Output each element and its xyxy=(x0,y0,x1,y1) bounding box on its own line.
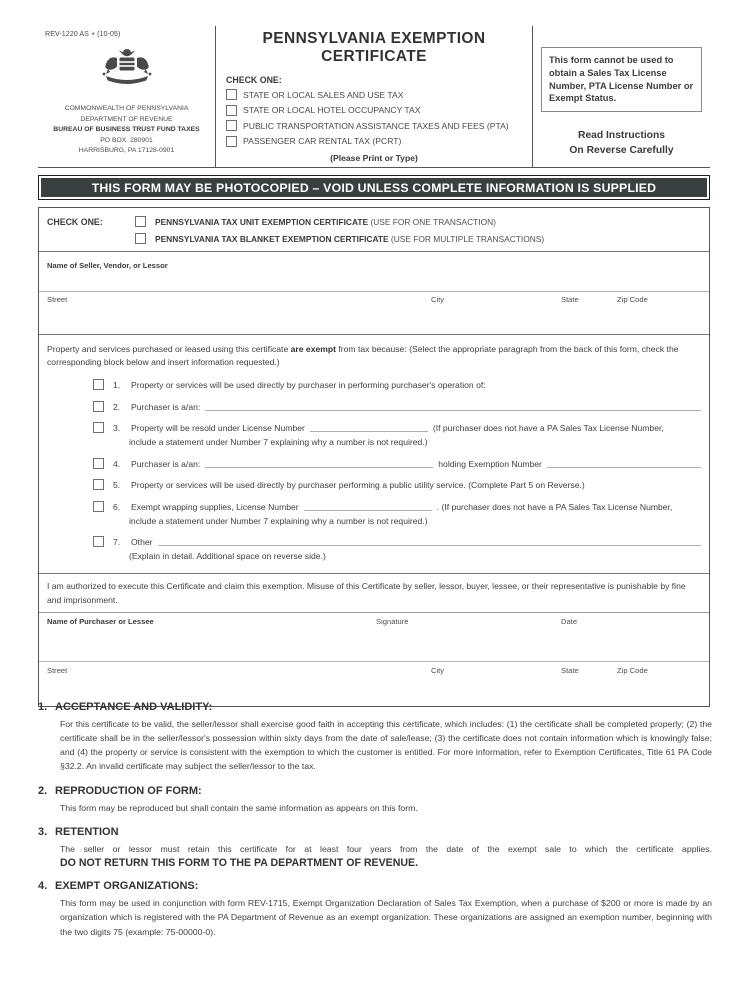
seller-street-label: Street xyxy=(47,295,68,304)
tax-option-row xyxy=(226,136,522,147)
tax-option-label: PASSENGER CAR RENTAL TAX (PCRT) xyxy=(243,136,402,147)
purchaser-city-label: City xyxy=(431,665,445,675)
agency-line: PO BOX 280901 xyxy=(100,136,153,144)
form-header xyxy=(38,26,710,168)
agency-line: DEPARTMENT OF REVENUE xyxy=(80,115,173,123)
blanket-certificate-note: (USE FOR MULTIPLE TRANSACTIONS) xyxy=(390,233,545,244)
seller-city-label: City xyxy=(431,295,445,304)
item-6-text: Exempt wrapping supplies, License Number xyxy=(131,501,299,512)
instruction-reproduction: 2. REPRODUCTION OF FORM: This form may be reproduced but shall contain the same information as appears on this form. xyxy=(38,785,712,815)
date-label: Date xyxy=(561,616,578,626)
purchaser-signature-field[interactable] xyxy=(39,613,709,662)
item-2-purchaser-type-line[interactable] xyxy=(205,400,701,411)
item-4-purchaser-type-line[interactable] xyxy=(205,457,433,468)
instruction-4-heading: EXEMPT ORGANIZATIONS: xyxy=(55,880,199,893)
blanket-certificate-row xyxy=(135,233,544,244)
item-4-text: Purchaser is a/an: xyxy=(131,458,201,469)
authorization-statement: I am authorized to execute this Certificate and claim this exemption. Misuse of this Certificate by seller, lessor, buyer, lessee, or their representative is punishable by fine and imprisonment. xyxy=(39,574,709,613)
instruction-2-heading: REPRODUCTION OF FORM: xyxy=(55,784,202,797)
item-1-checkbox[interactable] xyxy=(93,379,104,390)
item-1-text: Property or services will be used directly by purchaser in performing purchaser's operation of: xyxy=(131,380,486,391)
item-6-note-line2: include a statement under Number 7 explaining why a number is not required.) xyxy=(129,515,428,526)
item-7-other-line[interactable] xyxy=(158,535,702,546)
purchaser-street-label: Street xyxy=(47,665,68,675)
exemption-item-1: 1. Property or services will be used directly by purchaser in performing purchaser's operation of: xyxy=(93,378,701,390)
form-number: REV-1220 AS + (10-05) xyxy=(45,29,121,38)
item-3-note: (If purchaser does not have a PA Sales Tax License Number, xyxy=(432,423,664,434)
tax-option-row xyxy=(226,120,522,131)
item-4-exemption-number-line[interactable] xyxy=(547,457,701,468)
unit-certificate-row xyxy=(135,216,544,227)
item-6-note: . (If purchaser does not have a PA Sales Tax License Number, xyxy=(436,501,673,512)
sales-use-tax-checkbox[interactable] xyxy=(226,89,237,100)
exemption-item-4: 4. Purchaser is a/an: holding Exemption Number xyxy=(93,457,701,469)
seller-zip-label: Zip Code xyxy=(617,295,648,304)
form-title: PENNSYLVANIA EXEMPTION CERTIFICATE xyxy=(262,30,486,66)
exemption-item-5: 5. Property or services will be used directly by purchaser performing a public utility service. (Complete Part 5 on Reverse.) xyxy=(93,478,701,490)
tax-option-label: PUBLIC TRANSPORTATION ASSISTANCE TAXES AND FEES (PTA) xyxy=(243,120,509,131)
seller-section xyxy=(39,252,709,335)
exemption-item-2: 2. Purchaser is a/an: xyxy=(93,400,701,412)
agency-line: COMMONWEALTH OF PENNSYLVANIA xyxy=(64,105,189,112)
pa-coat-of-arms-logo xyxy=(96,48,158,98)
reverse-instructions xyxy=(38,701,712,950)
item-3-text: Property will be resold under License Number xyxy=(131,423,305,434)
blanket-certificate-checkbox[interactable] xyxy=(135,233,146,244)
instruction-exempt-orgs: 4. EXEMPT ORGANIZATIONS: This form may be used in conjunction with form REV-1715, Exempt Organization Declaration of Sales Tax Exemption, when a purchase of $200 or more is made by an organization which is registered with the PA Department of Revenue as an exempt organization. These organizations are assigned an exemption number, beginning with the two digits 75 (example: 75-00000-0). xyxy=(38,880,712,938)
authorization-section xyxy=(39,574,709,706)
read-instructions-note: Read Instructions On Reverse Carefully xyxy=(569,130,674,156)
item-4-checkbox[interactable] xyxy=(93,458,104,469)
item-7-text: Other xyxy=(131,537,153,548)
item-2-text: Purchaser is a/an: xyxy=(131,401,201,412)
item-5-checkbox[interactable] xyxy=(93,479,104,490)
item-6-license-number-line[interactable] xyxy=(304,500,432,511)
exemption-reasons-section xyxy=(39,335,709,574)
purchaser-name-label: Name of Purchaser or Lessee xyxy=(47,616,154,626)
certificate-form-box xyxy=(38,207,710,707)
seller-state-label: State xyxy=(561,295,579,304)
exemption-item-6: 6. Exempt wrapping supplies, License Number . (If purchaser does not have a PA Sales Tax License Number, include a statement under Number 7 explaining why a number is not required.) xyxy=(93,500,701,526)
exemption-intro: Property and services purchased or leased using this certificate are exempt from tax because: (Select the appropriate paragraph from the back of this form, check the corresponding block below and insert information requested.) xyxy=(47,344,679,367)
instruction-acceptance: 1. ACCEPTANCE AND VALIDITY: For this certificate to be valid, the seller/lessor shall exercise good faith in accepting this certificate, which includes: (1) the certificate shall be completed properly; (2) the certificate shall be in the seller/lessor's possession within sixty days from the date of sale/lease; (3) the certificate does not contain information which is knowingly false; and (4) the property or service is consistent with the exemption to which the customer is entitled. For more information, refer to Exemption Certificates, Title 61 PA Code §32.2. An invalid certificate may subject the seller/lessor to the tax. xyxy=(38,701,712,774)
item-4-mid-text: holding Exemption Number xyxy=(438,458,542,469)
certificate-type-section xyxy=(39,208,709,252)
agency-line: BUREAU OF BUSINESS TRUST FUND TAXES xyxy=(53,126,200,134)
item-7-checkbox[interactable] xyxy=(93,536,104,547)
instruction-1-heading: ACCEPTANCE AND VALIDITY: xyxy=(55,701,213,713)
item-6-checkbox[interactable] xyxy=(93,501,104,512)
seller-name-label: Name of Seller, Vendor, or Lessor xyxy=(47,261,168,270)
instruction-2-body: This form may be reproduced but shall contain the same information as appears on this form. xyxy=(60,802,418,813)
tax-option-label: STATE OR LOCAL SALES AND USE TAX xyxy=(243,89,404,100)
signature-label: Signature xyxy=(376,616,409,626)
pta-tax-checkbox[interactable] xyxy=(226,120,237,131)
item-5-text: Property or services will be used directly by purchaser performing a public utility service. (Complete Part 5 on Reverse.) xyxy=(131,480,585,491)
seller-address-field[interactable] xyxy=(39,291,709,334)
certificate-type-check-one-label: CHECK ONE: xyxy=(47,217,103,227)
hotel-occupancy-tax-checkbox[interactable] xyxy=(226,105,237,116)
pcrt-tax-checkbox[interactable] xyxy=(226,136,237,147)
item-3-license-number-line[interactable] xyxy=(310,421,428,432)
certificate-type-options xyxy=(135,216,544,244)
tax-option-label: STATE OR LOCAL HOTEL OCCUPANCY TAX xyxy=(243,105,421,116)
print-or-type-note: (Please Print or Type) xyxy=(330,153,418,163)
item-7-explain-note: (Explain in detail. Additional space on reverse side.) xyxy=(129,551,326,562)
purchaser-address-field[interactable] xyxy=(39,662,709,706)
seller-name-field[interactable] xyxy=(39,252,709,291)
instruction-1-body: For this certificate to be valid, the seller/lessor shall exercise good faith in accepting this certificate, which includes: (1) the certificate shall be completed properly; (2) the certificate shall be in the seller/lessor's possession within sixty days from the date of sale/lease; (3) the certificate does not contain information which is knowingly false; and (4) the property or service is consistent with the exemption to which the customer is entitled. For more information, refer to Exemption Certificates, Title 61 PA Code §32.2. An invalid certificate may subject the seller/lessor to the tax. xyxy=(60,719,712,772)
purchaser-state-label: State xyxy=(561,665,579,675)
agency-line: HARRISBURG, PA 17128-0901 xyxy=(78,147,175,155)
tax-option-row xyxy=(226,105,522,116)
exemption-item-3: 3. Property will be resold under License Number (If purchaser does not have a PA Sales Tax License Number, include a statement under Number 7 explaining why a number is not required.) xyxy=(93,421,701,447)
exemption-item-7: 7. Other (Explain in detail. Additional space on reverse side.) xyxy=(93,535,701,561)
instruction-3-heading: RETENTION xyxy=(55,825,119,838)
instruction-4-body: This form may be used in conjunction with form REV-1715, Exempt Organization Declaration of Sales Tax Exemption, when a purchase of $200 or more is made by an organization which is registered with the PA Department of Revenue as an exempt organization. These organizations are assigned an exemption number, beginning with the two digits 75 (example: 75-00000-0). xyxy=(60,898,712,937)
header-title-column xyxy=(215,26,533,167)
item-2-checkbox[interactable] xyxy=(93,401,104,412)
item-3-checkbox[interactable] xyxy=(93,422,104,433)
cannot-be-used-notice: This form cannot be used to obtain a Sales Tax License Number, PTA License Number or Exempt Status. xyxy=(541,47,702,112)
agency-address-block xyxy=(38,104,215,157)
are-exempt-emphasis: are exempt xyxy=(290,344,337,354)
blanket-certificate-label: PENNSYLVANIA TAX BLANKET EXEMPTION CERTIFICATE xyxy=(155,233,389,244)
header-notice-column xyxy=(533,26,710,167)
tax-option-row xyxy=(226,89,522,100)
unit-certificate-label: PENNSYLVANIA TAX UNIT EXEMPTION CERTIFICATE xyxy=(155,216,369,227)
unit-certificate-note: (USE FOR ONE TRANSACTION) xyxy=(370,216,496,227)
item-3-note-line2: include a statement under Number 7 explaining why a number is not required.) xyxy=(129,437,428,448)
photocopy-banner: THIS FORM MAY BE PHOTOCOPIED – VOID UNLESS COMPLETE INFORMATION IS SUPPLIED xyxy=(38,175,710,200)
instruction-retention: 3. RETENTION The seller or lessor must retain this certificate for at least four years from the date of the exempt sale to which the certificate applies. DO NOT RETURN THIS FORM TO THE PA DEPARTMENT OF REVENUE. xyxy=(38,825,712,870)
unit-certificate-checkbox[interactable] xyxy=(135,216,146,227)
header-agency-column xyxy=(38,26,215,167)
instruction-3-body: The seller or lessor must retain this certificate for at least four years from the date of the exempt sale to which the certificate applies. xyxy=(60,844,712,855)
header-check-one-label: CHECK ONE: xyxy=(226,74,282,85)
do-not-return-warning: DO NOT RETURN THIS FORM TO THE PA DEPARTMENT OF REVENUE. xyxy=(60,857,419,870)
purchaser-zip-label: Zip Code xyxy=(617,665,648,675)
